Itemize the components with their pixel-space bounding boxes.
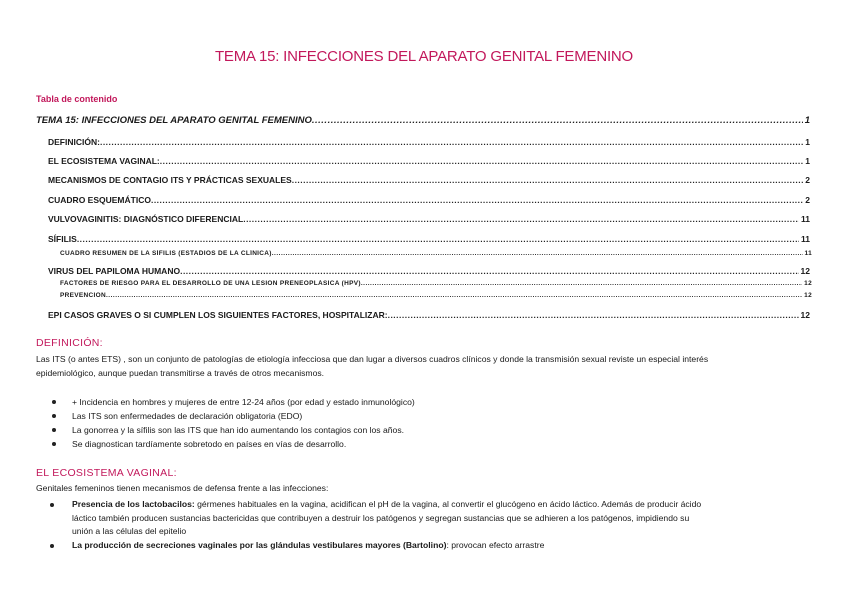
toc-entry-mecanismos[interactable] [48, 175, 810, 185]
toc-entry-page: 1 [805, 137, 810, 147]
list-item-text: Las ITS son enfermedades de declaración obligatoria (EDO) [72, 411, 303, 421]
bullet-icon [50, 544, 54, 548]
ecosistema-bullet-list [72, 498, 817, 552]
toc-entry-tema-15[interactable] [36, 115, 810, 126]
ecosistema-intro: Genitales femeninos tienen mecanismos de defensa frente a las infecciones: [36, 483, 329, 493]
toc-entry-label: EPI CASOS GRAVES O SI CUMPLEN LOS SIGUIENTES FACTORES, HOSPITALIZAR: [48, 310, 388, 320]
toc-entry-cuadro[interactable] [48, 195, 810, 205]
toc-entry-label: MECANISMOS DE CONTAGIO ITS Y PRÁCTICAS SEXUALES [48, 175, 292, 185]
secreciones-text: : provocan efecto arrastre [446, 539, 545, 550]
bullet-icon [50, 503, 54, 507]
toc-entry-ecosistema[interactable] [48, 156, 810, 166]
toc-leader-dots [292, 175, 804, 185]
toc-leader-dots [77, 234, 799, 244]
list-item [72, 539, 817, 553]
toc-entry-label: SÍFILIS [48, 234, 77, 244]
document-title: TEMA 15: INFECCIONES DEL APARATO GENITAL FEMENINO [214, 48, 634, 65]
toc-entry-page: 1 [805, 156, 810, 166]
toc-leader-dots [100, 137, 803, 147]
lactobacilos-text-2: láctico también producen sustancias bactericidas que contribuyen a destruir los patógenos y segregan sustancias que se adhieren a los patógenos, impidiendo su [72, 512, 690, 523]
toc-entry-page: 12 [804, 292, 812, 299]
toc-entry-label: EL ECOSISTEMA VAGINAL: [48, 156, 160, 166]
bullet-icon [52, 428, 56, 432]
list-item [72, 423, 812, 437]
list-item-text: La gonorrea y la sífilis son las ITS que han ido aumentando los contagios con los años. [72, 425, 405, 435]
toc-entry-page: 12 [804, 280, 812, 287]
toc-entry-label: CUADRO ESQUEMÁTICO [48, 195, 151, 205]
toc-entry-sifilis[interactable] [48, 234, 810, 244]
definicion-line-1: Las ITS (o antes ETS) , son un conjunto de patologías de etiología infecciosa que dan lugar a diversos cuadros clínicos y donde la transmisión sexual reviste un especial interés [36, 354, 709, 364]
toc-entry-page: 11 [801, 234, 810, 244]
toc-leader-dots [243, 214, 799, 224]
secreciones-term: La producción de secreciones vaginales por las glándulas vestibulares mayores (Bartolino) [72, 539, 447, 550]
toc-entry-label: VIRUS DEL PAPILOMA HUMANO [48, 266, 181, 276]
toc-entry-label: CUADRO RESUMEN DE LA SÍFILIS (ESTADIOS DE LA CLÍNICA) [60, 250, 272, 257]
toc-leader-dots [312, 115, 803, 126]
lactobacilos-text-3: unión a las células del epitelio [72, 526, 187, 536]
section-heading-ecosistema: EL ECOSISTEMA VAGINAL: [36, 467, 177, 479]
definicion-bullet-list [72, 395, 812, 451]
toc-entry-prevencion[interactable] [60, 292, 812, 299]
toc-leader-dots [106, 292, 802, 299]
toc-entry-page: 12 [800, 310, 810, 320]
list-item [72, 395, 812, 409]
list-item [72, 498, 817, 539]
toc-leader-dots [272, 250, 803, 257]
toc-entry-factores-riesgo[interactable] [60, 280, 812, 287]
toc-leader-dots [151, 195, 803, 205]
toc-entry-label: FACTORES DE RIESGO PARA EL DESARROLLO DE UNA LESIÓN PRENEOPLÁSICA (HPV) [60, 280, 361, 287]
toc-leader-dots [180, 266, 798, 276]
definicion-line-2: epidemiológico, aunque puedan transmitirse a través de otros mecanismos. [36, 368, 325, 378]
list-item [72, 409, 812, 423]
toc-entry-label: TEMA 15: INFECCIONES DEL APARATO GENITAL FEMENINO [36, 115, 312, 126]
toc-entry-label: VULVOVAGINITIS: DIAGNÓSTICO DIFERENCIAL [48, 214, 244, 224]
toc-entry-label: PREVENCIÓN [60, 292, 106, 299]
toc-entry-vulvovaginitis[interactable] [48, 214, 810, 224]
toc-entry-page: 11 [801, 214, 810, 224]
section-heading-definicion: DEFINICIÓN: [36, 337, 103, 349]
lactobacilos-term: Presencia de los lactobacilos: [72, 499, 195, 509]
toc-leader-dots [160, 156, 803, 166]
bullet-icon [52, 414, 56, 418]
toc-entry-page: 2 [805, 175, 810, 185]
toc-entry-page: 1 [804, 115, 810, 126]
toc-entry-epi[interactable] [48, 310, 810, 320]
definicion-paragraph [36, 352, 816, 380]
list-item-text: + Incidencia en hombres y mujeres de entre 12-24 años (por edad y estado inmunológico) [72, 397, 415, 407]
toc-entry-page: 2 [805, 195, 810, 205]
toc-entry-page: 11 [804, 250, 812, 257]
toc-leader-dots [388, 310, 799, 320]
bullet-icon [52, 442, 56, 446]
toc-entry-label: DEFINICIÓN: [48, 137, 100, 147]
lactobacilos-text-1: gérmenes habituales en la vagina, acidifican el pH de la vagina, al convertir el glucógeno en ácido láctico. Además de producir ácido [194, 499, 702, 509]
toc-leader-dots [361, 280, 802, 287]
toc-entry-vph[interactable] [48, 266, 810, 276]
bullet-icon [52, 400, 56, 404]
list-item [72, 437, 812, 451]
toc-entry-cuadro-sifilis[interactable] [60, 250, 812, 257]
toc-heading: Tabla de contenido [36, 94, 118, 104]
list-item-text: Se diagnostican tardíamente sobretodo en países en vías de desarrollo. [72, 439, 347, 449]
toc-entry-page: 12 [800, 266, 810, 276]
toc-entry-definicion[interactable] [48, 137, 810, 147]
